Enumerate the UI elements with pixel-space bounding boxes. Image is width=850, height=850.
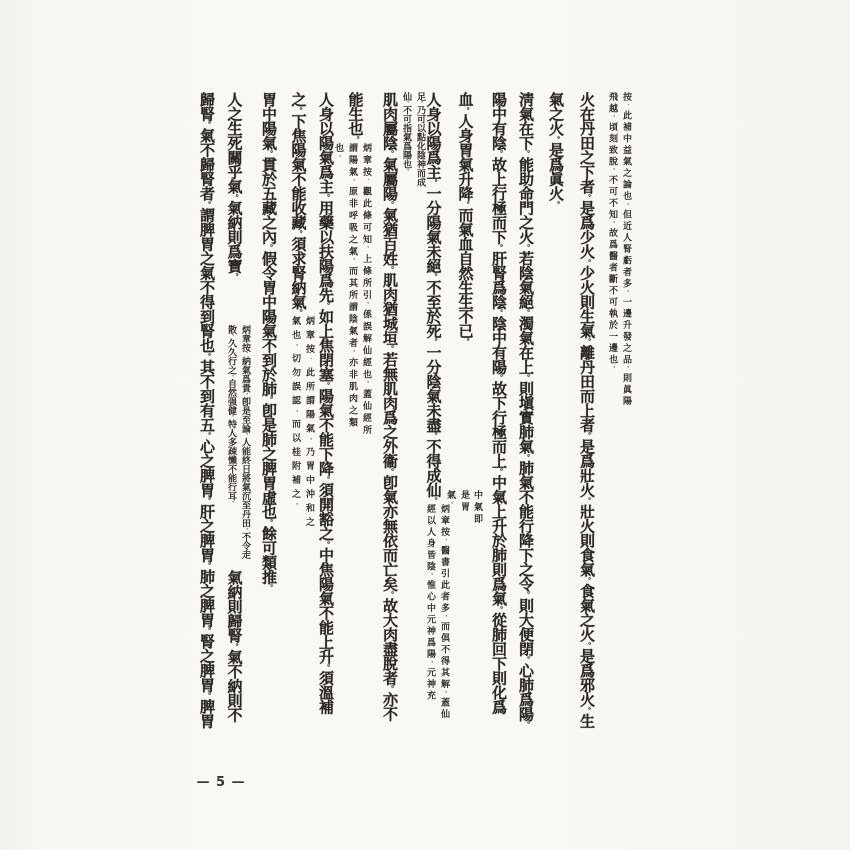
- text-column-4: [511, 92, 541, 786]
- page-number: — 5 —: [196, 775, 246, 790]
- column-gap: [234, 280, 235, 325]
- main-text: 肌肉屬陰。氣屬陽。氣猶百姓。肌肉猶城垣。若無肌肉爲之外衞。卽氣亦無依而亡矣。故大肉盡脫者。亦不: [381, 92, 399, 721]
- main-text: 陽中有陰。故上行極而下。肝腎爲陰。陰中有陽。故下行極而上。中氣上升於肺則爲氣。從肺回下則化爲: [490, 92, 508, 714]
- text-column-6: [445, 92, 483, 786]
- main-text: 胃中陽氣。貫於五藏之內。假令胃中陽氣不到於肺。卽是肺之脾胃虛也。餘可類推。: [260, 92, 278, 591]
- text-column-2: [572, 92, 602, 786]
- annotation-note: 中氣即是胃氣。: [445, 490, 482, 526]
- main-text: 氣之火。是爲眞火。: [547, 92, 565, 208]
- annotation-note: 炳章按、納氣爲貴。卽是至論。人能終日將氣沉至丹田。不令走散。久久行之。自然强健。特人多疎懶不能行耳。: [226, 325, 250, 559]
- text-column-13: [254, 92, 284, 786]
- main-text: 氣納則歸腎。氣不納則不: [225, 570, 244, 722]
- annotation-note: 足。乃可以點化陰神而成仙。不可指氣爲陽也。: [401, 92, 425, 187]
- main-text: 能生也。: [346, 92, 365, 143]
- text-column-12: [286, 92, 316, 786]
- annotation-note: 炳章按、醫書引此者多。而俱不得其解。蓋仙經以人身皆陰。惟心中元神爲陽。元神充: [425, 504, 449, 721]
- main-text: 淸氣在下。能助命門之火。若陰氣絕。濁氣在上。則塡實肺氣。肺氣不能行降下之令。則大便閉。心肺爲陽。: [517, 92, 535, 728]
- text-column-15: [192, 92, 222, 786]
- annotation-note: 炳章按、此所謂陽氣。乃胃中沖和之氣也。切勿誤認。而以桂附補之。: [290, 316, 314, 531]
- annotation-note: 按、此補中益氣之論也。但近人腎虧者多。一邊升發之品。則眞陽飛越。頃刻致脫。不可不知。故爲醫者斷不可執於一邊也。: [607, 92, 631, 408]
- main-text: 血。人身胃氣升降。而氣血自然生生不已。: [456, 92, 475, 345]
- column-gap: [465, 345, 466, 490]
- main-text: 歸腎。氣不歸腎者。謂脾胃之氣不得到腎也。其不到有五。心之脾胃。肝之脾胃。肺之脾胃。腎之脾胃。脾胃: [198, 92, 216, 728]
- text-column-1: [603, 92, 633, 786]
- text-column-9: [375, 92, 405, 786]
- text-column-10: [333, 92, 373, 786]
- main-text: 人身以陽氣爲主。用藥以扶陽爲先。如上焦閉塞。陽氣不能下降。須開豁之。中焦陽氣不能上升。須溫補: [317, 92, 335, 714]
- main-text: 人身以陽爲主。一分陽氣未絕。不至於死。一分陰氣未盡。不得成仙。: [424, 92, 443, 504]
- text-column-5: [484, 92, 514, 786]
- annotation-note: 炳章按、觀此條可知。上條所引。係誤解仙經也。蓋仙經所謂陽氣。原非呼吸之氣。而其所謂陰氣者。亦非肌肉之類也。: [333, 142, 371, 437]
- text-column-3: [541, 92, 571, 786]
- main-text: 人之生死關乎氣。氣納則爲寶。: [225, 92, 244, 280]
- main-text: 之。下焦陽氣不能收藏。須求腎納氣。: [289, 92, 308, 316]
- text-column-14: [222, 92, 252, 786]
- main-text: 火在丹田之下者。是爲少火。少火則生氣。離丹田而上者。是爲壯火。壯火則食氣。食氣之火。是爲邪火。生: [578, 92, 596, 728]
